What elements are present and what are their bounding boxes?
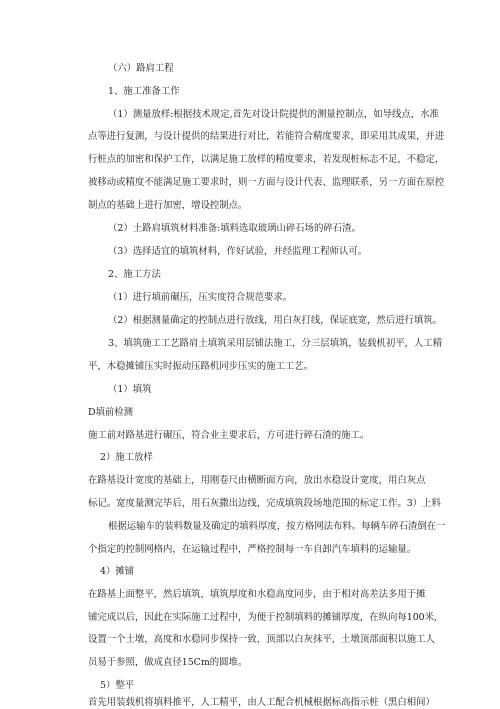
paragraph-line: （2）土路肩填筑材料准备:填料选取玻璃山碎石场的碎石渣。: [108, 223, 361, 234]
paragraph-line: 根据运输车的装料数量及确定的填料厚度，按方格网法布料。每辆车碎石渣倒在一: [108, 521, 446, 532]
paragraph-line: （3）选择适宜的填筑材料，作好试验，并经监理工程师认可。: [108, 246, 368, 257]
subsection-heading: 2、施工方法: [108, 269, 161, 280]
paragraph-line: 被移动或精度不能满足施工要求时，则一方面与设计代表、监理联系，另一方面在原控: [88, 177, 445, 188]
paragraph-line: （1）测量放样:根据技术规定,首先对设计院提供的测量控制点，如导线点，水准: [108, 109, 439, 120]
paragraph-line: 3、填筑施工工艺路肩土填筑采用层铺法施工，分三层填筑，装载机初平，人工精: [108, 338, 443, 349]
paragraph-line: 点等进行复测，与设计提供的结果进行对比，若能符合精度要求，即采用其成果，并进: [88, 131, 445, 142]
paragraph-line: 在路基设计宽度的基础上，用刚卷尺由横断面方向，放出水稳设计宽度，用白灰点: [88, 475, 426, 486]
subsection-heading: （1）填筑: [108, 384, 152, 395]
paragraph-line: 行桩点的加密和保护工作，以满足施工放样的精度要求，若发现桩标志不足，不稳定，: [88, 154, 445, 165]
paragraph-line: 标记。宽度量测完毕后，用石灰撒出边线，完成填筑段场地范围的标定工作。3）上料: [88, 498, 441, 509]
paragraph-line: 个指定的控制网格内，在运输过程中，严格控制每一车自卸汽车填料的运输量。: [88, 544, 417, 555]
paragraph-line: 员易于参照，做成直径15Cm的圆堆。: [88, 657, 248, 668]
paragraph-line: 在路基上面整平，然后填筑，填筑厚度和水稳高度同步，由于相对高差法多用于摊: [88, 589, 426, 600]
paragraph-line: 设置一个土墩，高度和水稳同步保持一致，顶部以白灰抹平，土墩顶部面积以施工人: [88, 634, 435, 645]
section-heading: （六）路肩工程: [108, 63, 174, 74]
paragraph-line: 平，木稳摊铺压实时振动压路机同步压实的施工工艺。: [88, 361, 314, 372]
subsection-heading: D填前检测: [88, 407, 134, 418]
paragraph-line: 铺完成以后，因此在实际施工过程中，为便于控制填料的摊铺厚度，在纵向每100米,: [88, 612, 438, 623]
paragraph-line: （1）进行填前碾压，压实度符合规范要求。: [108, 292, 293, 303]
subsection-heading: 1、施工准备工作: [108, 86, 180, 97]
subsection-heading: 4）摊铺: [100, 566, 135, 577]
paragraph-line: 施工前对路基进行碾压，符合业主要求后，方可进行碎石渣的施工。: [88, 430, 370, 441]
subsection-heading: 2）施工放样: [100, 452, 153, 463]
subsection-heading: 5）整平: [100, 680, 135, 691]
paragraph-line: 制点的基础上进行加密，增设控制点。: [88, 200, 248, 211]
paragraph-line: （2）根据测量确定的控制点进行放线，用白灰打线，保证底宽，然后进行填筑。: [108, 315, 443, 326]
paragraph-line: 首先用装载机将填料推平，人工精平，由人工配合机械根据标高指示桩（黑白相间）: [88, 697, 435, 708]
